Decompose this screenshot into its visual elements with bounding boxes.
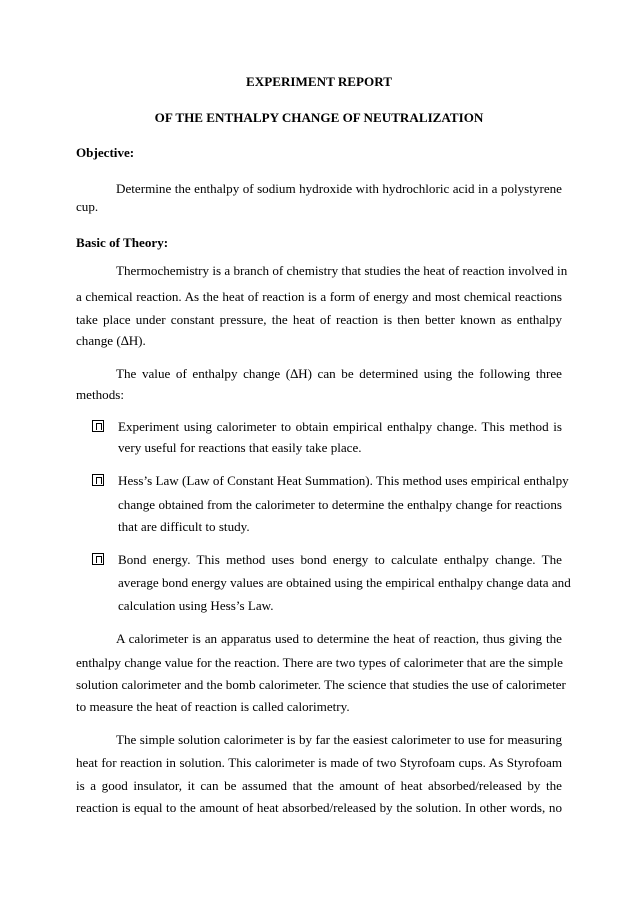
theory-paragraph-3-line: enthalpy change value for the reaction. There are two types of calorimeter that are the simple: [76, 655, 563, 670]
method-2-line: change obtained from the calorimeter to determine the enthalpy change for reactions: [118, 497, 562, 512]
theory-paragraph-3-line: solution calorimeter and the bomb calorimeter. The science that studies the use of calorimeter: [76, 677, 566, 692]
report-subtitle: OF THE ENTHALPY CHANGE OF NEUTRALIZATION: [154, 110, 484, 125]
theory-paragraph-3-line: A calorimeter is an apparatus used to determine the heat of reaction, thus giving the: [116, 631, 562, 646]
theory-paragraph-2-line: The value of enthalpy change (∆H) can be determined using the following three: [116, 366, 562, 381]
objective-heading: Objective:: [76, 145, 135, 160]
bullet-icon: [92, 474, 104, 486]
bullet-icon: [92, 420, 104, 432]
method-2-line: Hess’s Law (Law of Constant Heat Summation). This method uses empirical enthalpy: [118, 473, 569, 488]
method-3-line: calculation using Hess’s Law.: [118, 598, 274, 613]
theory-paragraph-4-line: heat for reaction in solution. This calorimeter is made of two Styrofoam cups. As Styrofoam: [76, 755, 562, 770]
theory-paragraph-3-line: to measure the heat of reaction is called calorimetry.: [76, 699, 350, 714]
method-3-line: Bond energy. This method uses bond energy to calculate enthalpy change. The: [118, 552, 562, 567]
theory-paragraph-1-line: Thermochemistry is a branch of chemistry that studies the heat of reaction involved in: [116, 263, 568, 278]
bullet-icon: [92, 553, 104, 565]
theory-paragraph-4-line: The simple solution calorimeter is by far the easiest calorimeter to use for measuring: [116, 732, 562, 747]
method-1-line: very useful for reactions that easily take place.: [118, 440, 362, 455]
theory-paragraph-4-line: reaction is equal to the amount of heat absorbed/released by the solution. In other words, no: [76, 800, 562, 815]
report-title: EXPERIMENT REPORT: [246, 74, 392, 89]
objective-text-line: cup.: [76, 199, 99, 214]
theory-paragraph-1-line: change (∆H).: [76, 333, 146, 348]
theory-paragraph-1-line: a chemical reaction. As the heat of reaction is a form of energy and most chemical reactions: [76, 289, 562, 304]
theory-paragraph-1-line: take place under constant pressure, the heat of reaction is then better known as enthalpy: [76, 312, 562, 327]
method-3-line: average bond energy values are obtained using the empirical enthalpy change data and: [118, 575, 571, 590]
objective-text-line: Determine the enthalpy of sodium hydroxide with hydrochloric acid in a polystyrene: [116, 181, 562, 196]
method-2-line: that are difficult to study.: [118, 519, 250, 534]
theory-paragraph-4-line: is a good insulator, it can be assumed that the amount of heat absorbed/released by the: [76, 778, 562, 793]
method-1-line: Experiment using calorimeter to obtain empirical enthalpy change. This method is: [118, 419, 562, 434]
theory-heading: Basic of Theory:: [76, 235, 169, 250]
theory-paragraph-2-line: methods:: [76, 387, 125, 402]
